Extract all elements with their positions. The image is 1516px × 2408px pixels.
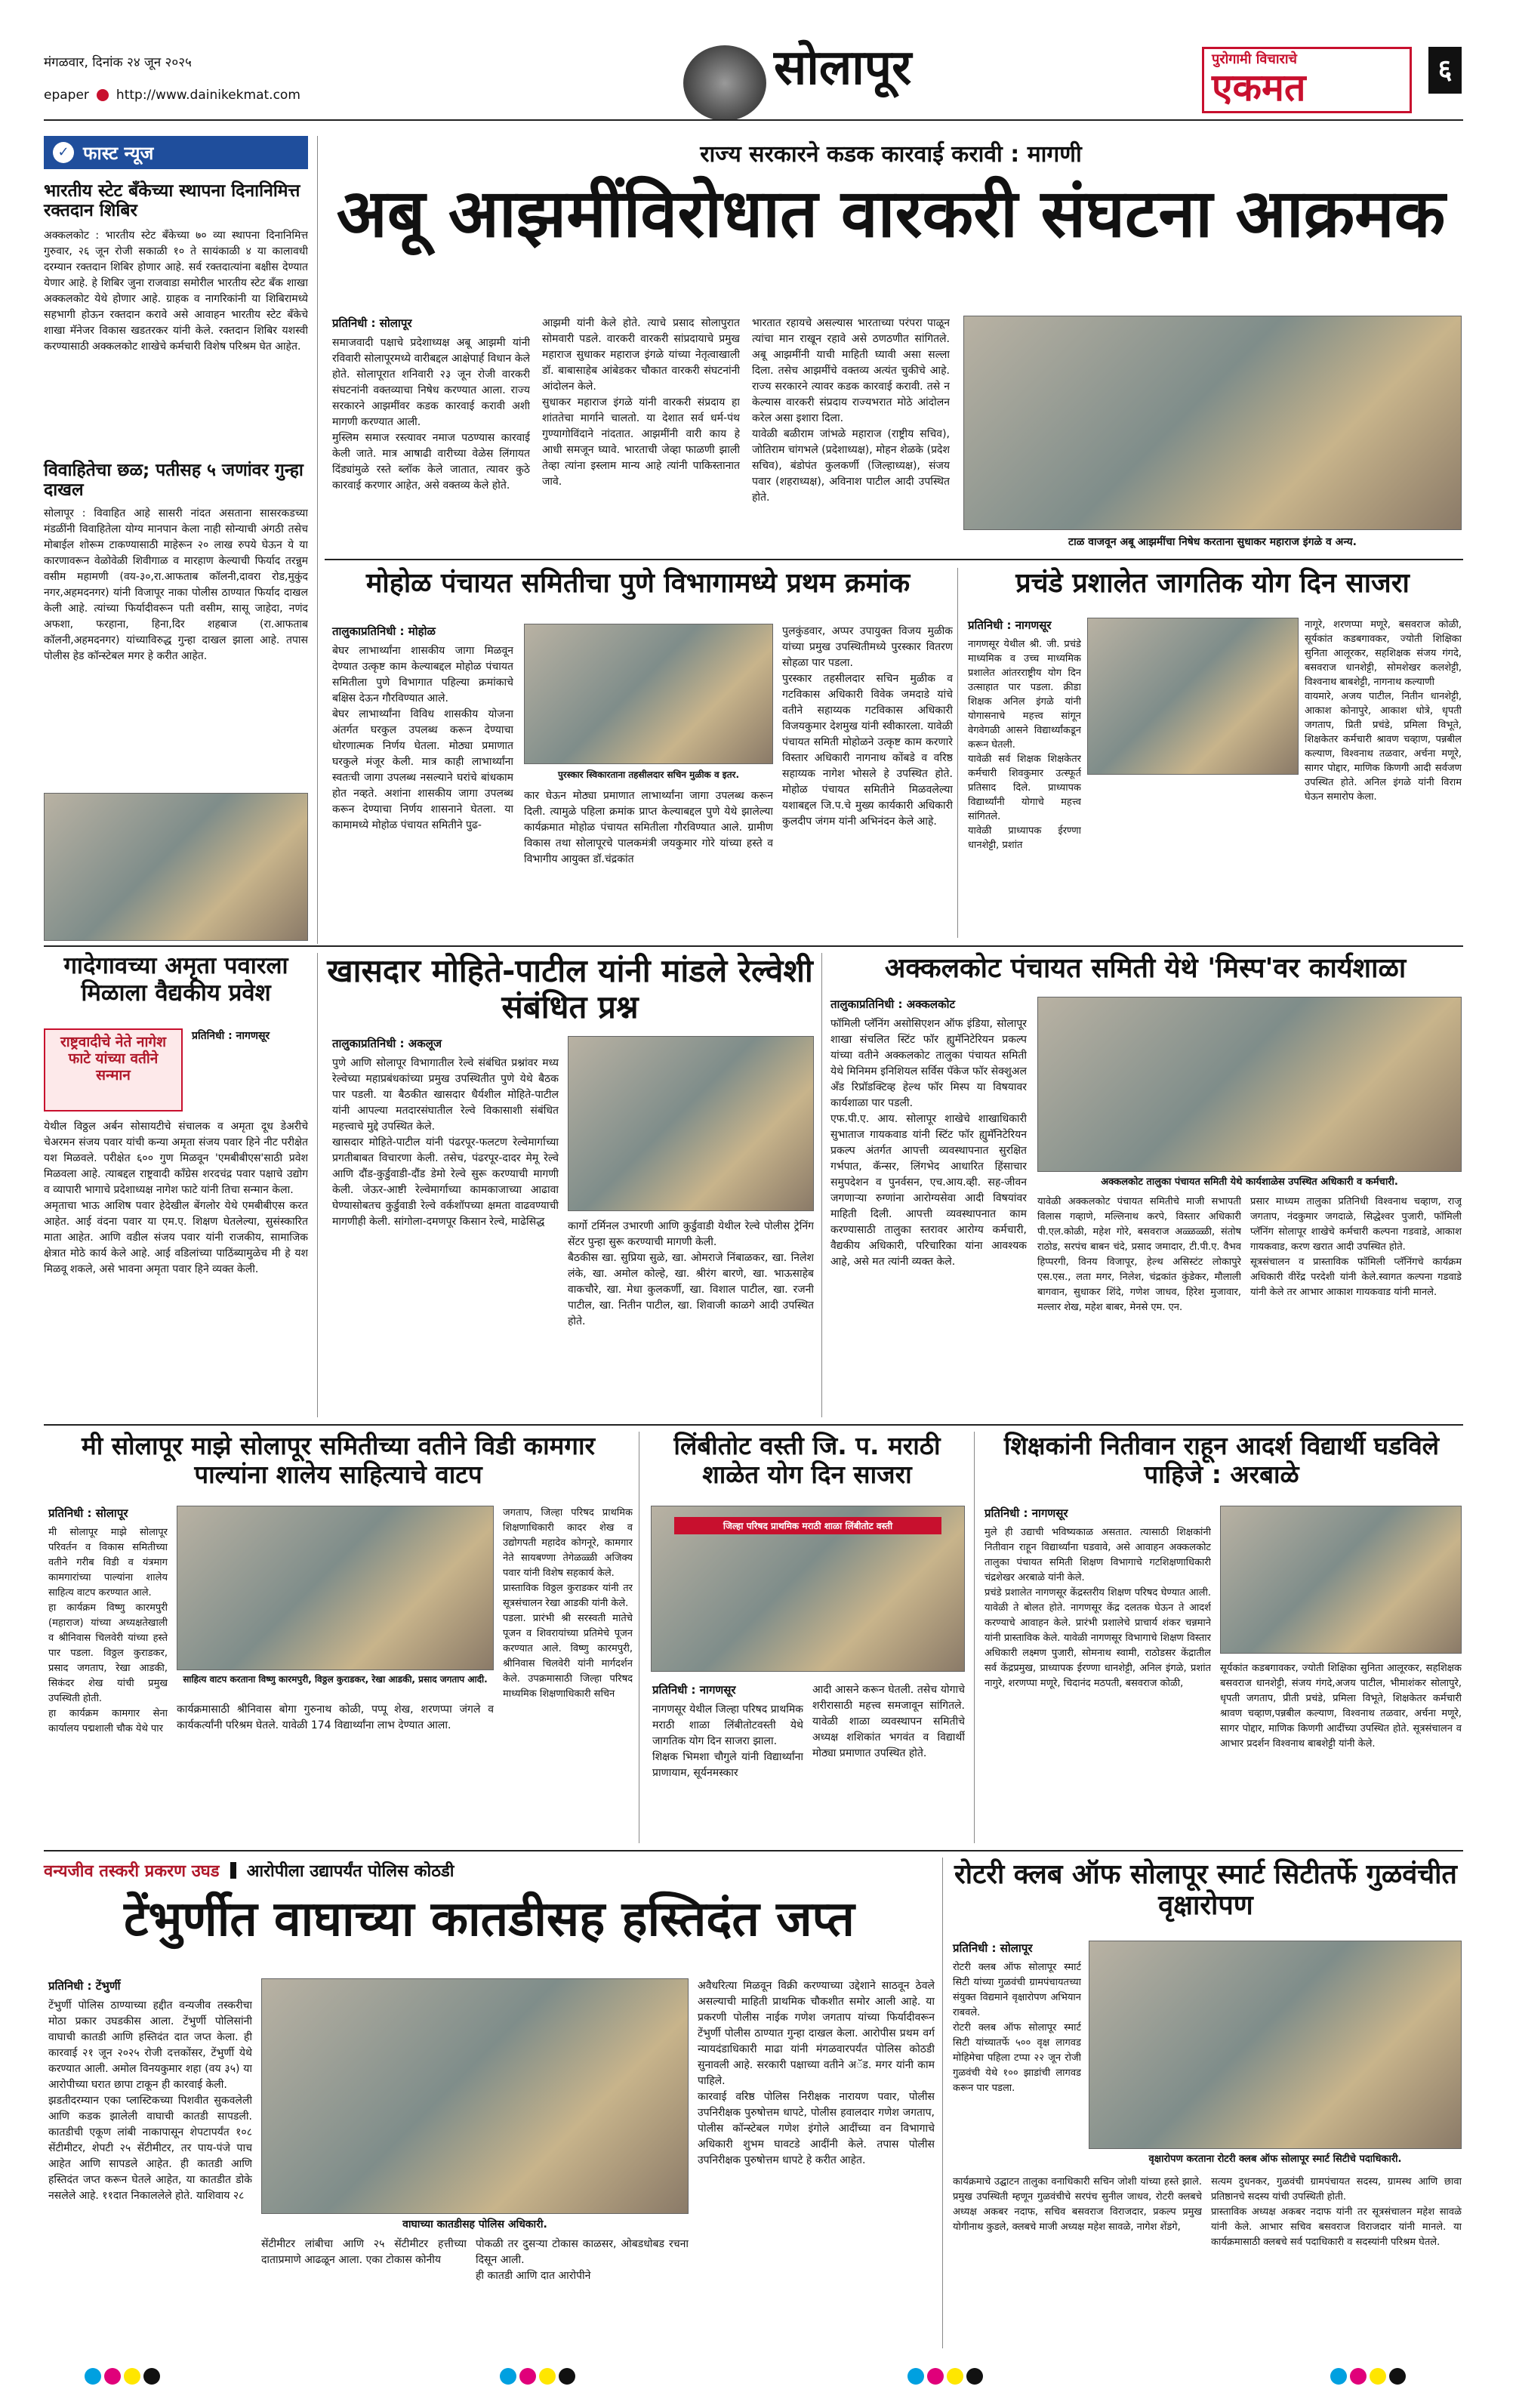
fast-news-item1-body: अक्कलकोट : भारतीय स्टेट बँकेच्या ७० व्या स्थापना दिनानिमित्त गुरुवार, २६ जून रोजी सकाळी १० ते सायंकाळी ४ या कालावधी दरम्यान रक्तदान शिबिर होणार आहे. सर्व रक्तदात्यांना बक्षीस देण्यात येणार आहे. हे शिबिर जुना राजवाडा समोरील भारतीय स्टेट बँक शाखा अक्कलकोट येथे होणार आहे. ग्राहक व नागरिकांनी या शिबिरामध्ये सहभागी होऊन रक्तदान करावे असे आवाहन भारतीय स्टेट बँकेचे शाखा मॅनेजर विकास खडतरकर यांनी केले. रक्तदान शिबिर यशस्वी करण्यासाठी अक्कलकोट शाखेचे कर्मचारी विशेष परिश्रम घेत आहेत. bbox=[44, 230, 308, 353]
amruta-box bbox=[44, 1028, 183, 1112]
lead-col1: समाजवादी पक्षाचे प्रदेशाध्यक्ष अबू आझमी यांनी रविवारी सोलापूरमध्ये वारीबद्दल आक्षेपार्ह विधान केले होते. सोलापूरात शनिवारी २३ जून रोजी वारकरी संघटनांनी वक्तव्याचा निषेध करण्यात आला. राज्य सरकारने आझमींवर कडक कारवाई करावी अशी मागणी करण्यात आली. मुस्लिम समाज रस्त्यावर नमाज पठण्यास कारवाई केली जाते. मात्र आषाढी वारीच्या वेळेस लिंगायत दिंड्यांमुळे रस्ते ब्लॉक केले जातात, त्यावर कुठे कारवाई करणार आहेत, असे वक्तव्य केले होते. bbox=[332, 337, 530, 492]
issue-date: मंगळवार, दिनांक २४ जून २०२५ bbox=[44, 55, 192, 70]
tembhurni-byline: प्रतिनिधी : टेंभुर्णी bbox=[48, 1979, 121, 1993]
limbitot-school-banner: जिल्हा परिषद प्राथमिक मराठी शाळा लिंबीतोट वस्ती bbox=[674, 1517, 941, 1534]
ganesha-icon bbox=[683, 45, 766, 121]
arbale-photo bbox=[1220, 1506, 1462, 1654]
registration-marks-center-left bbox=[498, 2368, 577, 2388]
reg-dot-yellow bbox=[539, 2368, 556, 2385]
fast-news-item2-headline: विवाहितेचा छळ; पतीसह ५ जणांवर गुन्हा दाखल bbox=[44, 461, 304, 501]
mohol-col3: पुलकुंडवार, अप्पर उपायुक्त विजय मुळीक यांच्या प्रमुख उपस्थितीमध्ये पुरस्कार वितरण सोहळा पार पडला. पुरस्कार तहसीलदार सचिन मुळीक व गटविकास अधिकारी विवेक जमदाडे यांचे वतीने सहाय्यक गटविकास अधिकारी विजयकुमार देशमुख यांनी स्वीकारला. यावेळी पंचायत समिती मोहोळने उत्कृष्ट काम करणारे विस्तार अधिकारी नागनाथ कोंबडे व वरिष्ठ सहाय्यक नागेश भोसले हे उपस्थित होते. मोहोळ पंचायत समितीने मिळवलेल्या यशाबद्दल जि.प.चे मुख्य कार्यकारी अधिकारी कुलदीप जंगम यांनी अभिनंदन केले आहे. bbox=[782, 625, 953, 828]
limbitot-col1: नागणसूर येथील जिल्हा परिषद प्राथमिक मराठी शाळा लिंबीतोटवस्ती येथे जागतिक योग दिन साजरा झाला. शिक्षक भिमशा चौगुले यांनी विद्यार्थ्यांना प्राणायाम, सूर्यनमस्कार bbox=[652, 1703, 803, 1779]
city-name: सोलापूर bbox=[774, 40, 912, 96]
mohol-byline: तालुकाप्रतिनिधी : मोहोळ bbox=[332, 624, 436, 638]
akkalkot-headline: अक्कलकोट पंचायत समिती येथे 'मिस्प'वर कार्यशाळा bbox=[884, 953, 1407, 984]
limbitot-headline: लिंबीतोट वस्ती जि. प. मराठी शाळेत योग दिन साजरा bbox=[673, 1431, 941, 1489]
masthead bbox=[0, 0, 1516, 128]
fast-news-item2-body: सोलापूर : विवाहित आहे सासरी नांदत असताना सासरकडच्या मंडळींनी विवाहितेला योग्य मानपान केला नाही सोन्याची अंगठी तसेच मोबाईल शोरूम टाकण्यासाठी माहेरून २० लाख रुपये घेऊन ये या कारणावरून वेळोवेळी शिवीगाळ व मारहाण केल्याची फिर्याद तरन्नुम वसीम महामणी (वय-३०,रा.आफताब कॉलनी,दावरा रोड,मुकुंद नगर,अहमदनगर) यांनी विजापूर नाका पोलीस ठाण्यात फिर्याद दाखल केली आहे. त्यांच्या फिर्यादीवरून पती वसीम, सासू जाहेदा, नणंद अफशा, फरहाना, हिना,दिर शहबाज (रा.आफताब कॉलनी,अहमदनगर) यांच्याविरुद्ध गुन्हा दाखल झाला आहे. तपास पोलीस हेड कॉन्स्टेबल मगर हे करीत आहेत. bbox=[44, 507, 308, 662]
tembhurni-col1: टेंभुर्णी पोलिस ठाण्याच्या हद्दीत वन्यजीव तस्करीचा मोठा प्रकार उघडकीस आला. टेंभुर्णी पोलिसांनी वाघाची कातडी आणि हस्तिदंत दात जप्त केला. ही कारवाई २१ जून २०२५ रोजी दत्तकोंसर, टेंभुर्णी येथे करण्यात आली. अमोल विनयकुमार शहा (वय ३५) या आरोपीच्या घरात छापा टाकून ही कारवाई केली. झडतीदरम्यान एका प्लास्टिकच्या पिशवीत सुकवलेली आणि कडक झालेली वाघाची कातडी सापडली. कातडीची एकूण लांबी नाकापासून शेपटापर्यंत १०८ सेंटीमीटर, शेपटी २५ सेंटीमीटर, तर पाय-पंजे पाच आहेत आणि सापडले आहेत. ही कातडी आणि हस्तिदंत जप्त करून घेतले आहेत, या कातडीत डोके नसलेले आहे. ११दात निकाललेले होते. याशिवाय २८ bbox=[48, 1999, 252, 2202]
mohol-caption: पुरस्कार स्विकारताना तहसीलदार सचिन मुळीक व इतर. bbox=[557, 769, 740, 780]
tembhurni-kicker-primary: वन्यजीव तस्करी प्रकरण उघड bbox=[44, 1862, 220, 1881]
arbale-headline: शिक्षकांनी नितीवान राहून आदर्श विद्यार्थी घडविले पाहिजे : अरबाळे bbox=[1003, 1431, 1440, 1489]
registration-marks-center-right bbox=[906, 2368, 984, 2388]
reg-dot-cyan bbox=[907, 2368, 924, 2385]
mohol-col1: बेघर लाभार्थ्यांना शासकीय जागा मिळवून देण्यात उत्कृष्ट काम केल्याबद्दल मोहोळ पंचायत समितीला पुणे विभागात पहिल्या क्रमांकाचे बक्षिस देऊन गौरविण्यात आले. बेघर लाभार्थ्यांना विविध शासकीय योजना अंतर्गत घरकुल उपलब्ध करून देण्याचा धोरणात्मक निर्णय घेतला. मोठ्या प्रमाणात घरकुले मंजूर केली. मात्र काही लाभार्थ्यांना स्वतःची जागा उपलब्ध नसल्याने घरांचे बांधकाम होत नव्हते. अशांना शासकीय जागा उपलब्ध करून देण्याचा निर्णय शासनाने घेतला. या कामामध्ये मोहोळ पंचायत समितीने पुढ- bbox=[332, 645, 513, 831]
akkalkot-col2: यावेळी अक्कलकोट पंचायत समितीचे माजी सभापती विलास गव्हाणे, मल्लिनाथ करपे, विस्तार अधिकारी पी.एल.कोळी, महेश गोरे, बसवराज अळ्ळळ्ळी, संतोष राठोड, सरपंच बाबन चंदे, प्रसाद जमादार, टी.पी.ए. वैभव हिप्परगी, विनय विजापूर, हेल्थ असिस्टंट लोकापुरे एस.एस., लता मगर, निलेश, चंद्रकांत कुंडेकर, मौलाली बागवान, सुधाकर शिंदे, गणेश जाधव, हिरेश मुजावार, मल्लार शेख, महेश बाबर, मेनसे एम. एन. bbox=[1037, 1196, 1241, 1313]
tembhurni-divider bbox=[942, 1858, 943, 2348]
akkalkot-photo bbox=[1037, 997, 1462, 1172]
amruta-body: येथील विठ्ठल अर्बन सोसायटीचे संचालक व अमृता दूध डेअरीचे चेअरमन संजय पवार यांची कन्या अमृता संजय पवार हिने नीट परीक्षेत यश मिळवले. परीक्षेत ६०० गुण मिळवून 'एमबीबीएस'साठी प्रवेश मिळवला आहे. त्याबद्दल राष्ट्रवादी काँग्रेस शरदचंद्र पवार पक्षाचे उद्योग व व्यापारी भागाचे प्रदेशाध्यक्ष नागेश फाटे यांनी तिचा सन्मान केला. अमृताचा भाऊ आशिष पवार हेदेखील बेंगलोर येथे एमबीबीएस करत आहेत. आई वंदना पवार या एम.ए. शिक्षण घेतलेल्या, सुसंस्कारित माता आहेत. आणि वडील संजय पवार यांनी राजकीय, सामाजिक क्षेत्रात मोठे कार्य केले आहे. आई वडिलांच्या पाठिंब्यामुळेच मी हे यश मिळवू शकले, असे भावना अमृता पवार हिने व्यक्त केली. bbox=[44, 1121, 308, 1275]
mohite-headline: खासदार मोहिते-पाटील यांनी मांडले रेल्वेशी संबंधित प्रश्न bbox=[327, 952, 813, 1026]
fast-news-header bbox=[44, 136, 308, 169]
reg-dot-black bbox=[966, 2368, 983, 2385]
akkalkot-col1: फॉमिली प्लॅनिंग असोसिएशन ऑफ इंडिया, सोलापूर शाखा संचलित स्टिंट फॉर ह्युमॅनिटेरियन प्रकल्प यांच्या वतीने अक्कलकोट तालुका पंचायत समिती येथे मिनिमम इनिशियल सर्विस पॅकेज फॉर सेक्शुअल अँड रिप्रॉडक्टिव्ह हेल्थ फॉर मिस्प या विषयावर कार्यशाळा पार पडली. एफ.पी.ए. आय. सोलापूर शाखेचे शाखाधिकारी सुभाताज गायकवाड यांनी स्टिंट फॉर ह्युमॅनिटेरियन प्रकल्प अंतर्गत आपत्ती व्यवस्थापनात सुरक्षित गर्भपात, कॅन्सर, लिंगभेद आधारित हिंसाचार समुपदेशन व पुनर्वसन, एच.आय.व्ही. सह-जीवन जगणाऱ्या रुग्णांना आरोग्यसेवा आदी विषयांवर माहिती दिली. आपत्ती व्यवस्थापनात काम करण्यासाठी तालुका स्तरावर आरोग्य कर्मचारी, वैद्यकीय अधिकारी, परिचारिका यांना आवश्यक आहे, असे मत त्यांनी व्यक्त केले. bbox=[830, 1018, 1027, 1268]
mohol-col2: कार घेऊन मोठ्या प्रमाणात लाभार्थ्यांना जागा उपलब्ध करून दिली. त्यामुळे पहिला क्रमांक प्राप्त केल्याबद्दल पुणे येथे झालेल्या कार्यक्रमात मोहोळ पंचायत समितीला गौरविण्यात आले. ग्रामीण विकास तथा सोलापूरचे पालकमंत्री जयकुमार गोरे यांच्या हस्ते व विभागीय आयुक्त डॉ.चंद्रकांत bbox=[524, 790, 773, 865]
lead-byline: प्रतिनिधी : सोलापूर bbox=[332, 316, 412, 330]
row2-rule bbox=[44, 945, 1463, 947]
mohol-yoga-divider bbox=[957, 568, 958, 938]
mohol-photo bbox=[524, 624, 773, 764]
registration-marks-left bbox=[83, 2368, 162, 2388]
lead-photo bbox=[963, 316, 1462, 530]
yoga-byline: प्रतिनिधी : नागणसूर bbox=[968, 618, 1052, 632]
rotary-photo bbox=[1089, 1941, 1462, 2149]
reg-dot-yellow bbox=[1370, 2368, 1386, 2385]
registration-marks-right bbox=[1329, 2368, 1407, 2388]
lead-rule bbox=[325, 559, 1463, 560]
brand-name: एकमत bbox=[1212, 66, 1306, 109]
tembhurni-col3: पोकळी तर दुसऱ्या टोकास काळसर, ओबडधोबड रचना दिसून आली. ही कातडी आणि दात आरोपीने bbox=[476, 2238, 689, 2282]
page-number: ६ bbox=[1428, 47, 1462, 94]
mohite-col2: कार्गो टर्मिनल उभारणी आणि कुर्डुवाडी येथील रेल्वे पोलीस ट्रेनिंग सेंटर पुन्हा सुरू करण्याची मागणी केली. बैठकीस खा. सुप्रिया सुळे, खा. ओमराजे निंबाळकर, खा. निलेश लंके, खा. अमोल कोल्हे, खा. श्रीरंग बारणे, खा. भाऊसाहेब वाकचौरे, खा. मेधा कुलकर्णी, खा. विशाल पाटील, खा. रजनी पाटील, खा. नितीन पाटील, खा. शिवाजी काळगे आदी उपस्थित होते. bbox=[568, 1220, 814, 1327]
yoga-photo bbox=[1087, 618, 1299, 775]
vidi-col2: जगताप, जिल्हा परिषद प्राथमिक शिक्षणाधिकारी कादर शेख व उद्योगपती महादेव कोगनूरे, कामगार नेते सायबण्णा तेगेळळ्ळी अजिक्य पवार यांनी विशेष सहकार्य केले. प्रास्ताविक विठ्ठल कुराडकर यांनी तर सूत्रसंचालन रेखा आडकी यांनी केले. पडला. प्रारंभी श्री सरस्वती मातेचे पूजन व शिवरायांच्या प्रतिमेचे पूजन करण्यात आले. विष्णु कारमपुरी, श्रीनिवास चिलवेरी यांनी मार्गदर्शन केले. उपक्रमासाठी जिल्हा परिषद माध्यमिक शिक्षणाधिकारी सचिन bbox=[503, 1507, 633, 1700]
lead-col3: भारतात रहायचे असल्यास भारताच्या परंपरा पाळून त्यांचा मान राखून रहावे असे ठणठणीत सांगितले. अबू आझमींनी याची माहिती घ्यावी असा सल्ला दिला. तसेच आझमींचे वक्तव्य अत्यंत चुकीचे आहे. राज्य सरकारने त्यावर कडक कारवाई करावी. तसे न केल्यास वारकरी संप्रदाय राज्यभरात मोठे आंदोलन करेल असा इशारा दिला. यावेळी बळीराम जांभळे महाराज (राष्ट्रीय सचिव), जोतिराम चांगभले (प्रदेशाध्यक्ष), मोहन शेळके (प्रदेश सचिव), बंडोपंत कुलकर्णी (जिल्हाध्यक्ष), संजय पवार (शहराध्यक्ष), अविनाश पाटील आदी उपस्थित होते. bbox=[752, 317, 950, 504]
reg-dot-yellow bbox=[947, 2368, 963, 2385]
epaper-label: epaper bbox=[44, 88, 89, 103]
reg-dot-cyan bbox=[85, 2368, 101, 2385]
mohol-headline: मोहोळ पंचायत समितीचा पुणे विभागामध्ये प्रथम क्रमांक bbox=[365, 568, 911, 599]
vidi-photo bbox=[177, 1506, 494, 1670]
yoga-headline: प्रचंडे प्रशालेत जागतिक योग दिन साजरा bbox=[1015, 568, 1410, 599]
reg-dot-black bbox=[1389, 2368, 1406, 2385]
lead-kicker: राज्य सरकारने कडक कारवाई करावी : मागणी bbox=[700, 141, 1082, 168]
limbitot-byline: प्रतिनिधी : नागणसूर bbox=[652, 1683, 736, 1697]
vidi-byline: प्रतिनिधी : सोलापूर bbox=[48, 1506, 128, 1520]
vidi-headline: मी सोलापूर माझे सोलापूर समितीच्या वतीने विडी कामगार पाल्यांना शालेय साहित्याचे वाटप bbox=[81, 1431, 596, 1489]
arbale-col1: मुले ही उद्याची भविष्यकाळ असतात. त्यासाठी शिक्षकांनी नितीवान राहून विद्यार्थ्यांना घडवावे, असे आवाहन अक्कलकोट तालुका पंचायत समिती शिक्षण विभागाचे गटशिक्षणाधिकारी चंद्रशेखर अरबाळे यांनी केले. प्रचंडे प्रशालेत नागणसूर केंद्रस्तरीय शिक्षण परिषद घेण्यात आली. यावेळी ते बोलत होते. नागणसूर केंद्र दलतक घेऊन ते आदर्श करण्याचे आवाहन केले. प्रारंभी प्रशालेचे प्राचार्य शंकर चन्नमाने यांनी प्रास्ताविक केले. यावेळी नागणसूर विभागाचे शिक्षण विस्तार अधिकारी लक्ष्मण पुजारी, सोमनाथ स्वामी, राठोडसर केंद्रातील सर्व केंद्रप्रमुख, प्राध्यापक ईरण्णा धानशेट्टी, अनिल इंगळे, प्रशांत नागुरे, शरणप्पा मणूरे, चिदानंद मठपती, बसवराज कोळी, bbox=[984, 1527, 1211, 1689]
reg-dot-yellow bbox=[124, 2368, 140, 2385]
limbitot-divider bbox=[974, 1432, 975, 1843]
yoga-col1: नागणसूर येथील श्री. जी. प्रचंडे माध्यमिक व उच्च माध्यमिक प्रशालेत आंतरराष्ट्रीय योग दिन उत्साहात पार पडला. क्रीडा शिक्षक अनिल इंगळे यांनी योगासनाचे महत्त्व सांगून वेगवेगळी आसने विद्यार्थ्यांकडून करून घेतली. यावेळी सर्व शिक्षक शिक्षकेतर कर्मचारी शिवकुमार उत्स्फूर्त प्रतिसाद दिले. प्राध्यापक विद्यार्थ्यांनी योगाचे महत्त्व सांगितले. यावेळी प्राध्यापक ईरण्णा धानशेट्टी, प्रशांत bbox=[968, 639, 1081, 851]
reg-dot-cyan bbox=[1330, 2368, 1347, 2385]
fast-news-title: फास्ट न्यूज bbox=[83, 142, 154, 164]
reg-dot-magenta bbox=[519, 2368, 536, 2385]
amruta-divider bbox=[317, 953, 318, 1417]
vidi-col3: कार्यक्रमासाठी श्रीनिवास बोगा गुरुनाथ कोळी, पप्पू शेख, शरणप्पा जंगले व कार्यकर्त्यांनी परिश्रम घेतले. यावेळी 174 विद्यार्थ्यांना लाभ देण्यात आला. bbox=[177, 1703, 494, 1731]
rotary-byline: प्रतिनिधी : सोलापूर bbox=[953, 1941, 1033, 1955]
mohite-photo bbox=[568, 1036, 814, 1211]
masthead-rule bbox=[44, 119, 1463, 121]
fast-news-item1-headline: भारतीय स्टेट बँकेच्या स्थापना दिनानिमित्त रक्तदान शिबिर bbox=[44, 181, 300, 221]
amruta-box-text: राष्ट्रवादीचे नेते नागेश फाटे यांच्या वतीने सन्मान bbox=[60, 1034, 167, 1084]
fast-news-column bbox=[44, 136, 308, 944]
tembhurni-caption: वाघाच्या कातडीसह पोलिस अधिकारी. bbox=[402, 2218, 547, 2231]
vidi-col1: मी सोलापूर माझे सोलापूर परिवर्तन व विकास समितीच्या वतीने गरीब विडी व यंत्रमाग कामगारांच्या पाल्यांना शालेय साहित्य वाटप करण्यात आले. हा कार्यक्रम विष्णु कारमपुरी (महाराज) यांच्या अध्यक्षतेखाली व श्रीनिवास चिलवेरी यांच्या हस्ते पार पडला. विठ्ठल कुराडकर, प्रसाद जगताप, रेखा आडकी, सिकंदर शेख यांची प्रमुख उपस्थिती होती. हा कार्यक्रम कामगार सेना कार्यालय पद्मशाली चौक येथे पार bbox=[48, 1527, 168, 1734]
yoga-col2: नागूरे, शरणप्पा मणूरे, बसवराज कोळी, सूर्यकांत कडबगावकर, ज्योती शिक्षिका सुनिता आलूरकर, सहशिक्षक संजय गंगदे, बसवराज धानशेट्टी, सोमशेखर कलशेट्टी, विश्वनाथ बाबशेट्टी, नागनाथ कल्याणी वायमारे, अजय पाटील, नितीन धानशेट्टी, आकाश कोनापुरे, आकाश धोत्रे, धृपती जगताप, प्रिती प्रचंडे, प्रमिला विभूते, शिक्षकेतर कर्मचारी श्रावण चव्हाण, पन्नबील कल्याण, विश्वनाथ तळवार, अर्चना मणूरे, सागर पोद्दार, माणिक किणगी आदी सर्वजण उपस्थित होते. अनिल इंगळे यांनी विराम घेऊन समारोप केला. bbox=[1305, 619, 1462, 803]
row4-rule bbox=[44, 1850, 1463, 1851]
arbale-col2: सूर्यकांत कडबगावकर, ज्योती शिक्षिका सुनिता आलूरकर, सहशिक्षक बसवराज धानशेट्टी, संजय गंगदे,अजय पाटील, भीमाशंकर सोलापुरे, धृपती जगताप, प्रीती प्रचंडे, प्रमिला विभूते, शिक्षकेतर कर्मचारी श्रावण चव्हाण,पन्नबील कल्याण, विश्वनाथ तळवार, अर्चना मणूरे, सागर पोद्दार, माणिक किणगी आदींच्या उपस्थित होते. सूत्रसंचालन व आभार प्रदर्शन विश्वनाथ बाबशेट्टी यांनी केले. bbox=[1220, 1663, 1462, 1750]
akkalkot-col3: प्रसार माध्यम तालुका प्रतिनिधी विश्वनाथ चव्हाण, राजू जगताप, नंदकुमार जगदाळे, सिद्धेश्वर पुजारी, फॉमिली प्लॅनिंग सोलापूर शाखेचे कर्मचारी कल्पना गडवाडे, आकाश गायकवाड, करण खरात आदी उपस्थित होते. सूत्रसंचालन व प्रास्ताविक फॉमिली प्लॅनिंगचे कार्यक्रम अधिकारी वीरेंद्र परदेशी यांनी केले.स्वागत कल्पना गडवाडे यांनी केले तर आभार आकाश गायकवाड यांनी मानले. bbox=[1250, 1196, 1462, 1298]
limbitot-col2: आदी आसने करून घेतली. तसेच योगाचे शरीरासाठी महत्त्व समजावून सांगितले. यावेळी शाळा व्यवस्थापन समितीचे अध्यक्ष शशिकांत भगवंत व विद्यार्थी मोठ्या प्रमाणात उपस्थित होते. bbox=[812, 1684, 965, 1759]
tembhurni-kicker-secondary: आरोपीला उद्यापर्यंत पोलिस कोठडी bbox=[246, 1862, 454, 1881]
reg-dot-cyan bbox=[500, 2368, 516, 2385]
lightning-icon: ✓ bbox=[53, 142, 74, 163]
tembhurni-headline: टेंभुर्णीत वाघाच्या कातडीसह हस्तिदंत जप्त bbox=[124, 1892, 855, 1947]
tembhurni-kicker bbox=[44, 1859, 454, 1882]
reg-dot-black bbox=[143, 2368, 160, 2385]
limbitot-photo bbox=[651, 1506, 965, 1672]
tembhurni-col2: सेंटीमीटर लांबीचा आणि २५ सेंटीमीटर हत्तीच्या दाताप्रमाणे आढळून आला. एका टोकास कोनीय bbox=[261, 2238, 467, 2266]
epaper-row bbox=[44, 88, 300, 103]
rotary-caption: वृक्षारोपण करताना रोटरी क्लब ऑफ सोलापूर स्मार्ट सिटीचे पदाधिकारी. bbox=[1148, 2154, 1402, 2165]
reg-dot-magenta bbox=[927, 2368, 944, 2385]
arbale-byline: प्रतिनिधी : नागणसूर bbox=[984, 1506, 1068, 1520]
brand-tagline: पुरोगामी विचाराचे bbox=[1212, 51, 1297, 67]
left-column-divider bbox=[317, 136, 318, 944]
rotary-col3: सत्यम दुधनकर, गुळवंची ग्रामपंचायत सदस्य, ग्रामस्थ आणि छावा प्रतिष्ठानचे सदस्य यांची उपस्थिती होती. प्रास्ताविक अध्यक्ष अकबर नदाफ यांनी तर सूत्रसंचालन महेश सावळे यांनी केले. आभार सचिव बसवराज विराजदार यांनी मानले. या कार्यक्रमासाठी क्लबचे सर्व पदाधिकारी व सदस्यांनी परिश्रम घेतले. bbox=[1211, 2176, 1462, 2248]
lead-headline: अबू आझमींविरोधात वारकरी संघटना आक्रमक bbox=[336, 174, 1446, 252]
amruta-byline: प्रतिनिधी : नागणसूर bbox=[192, 1030, 270, 1042]
tembhurni-col4: अवैधरित्या मिळवून विक्री करण्याच्या उद्देशाने साठवून ठेवले असल्याची माहिती प्राथमिक चौकशीत समोर आली आहे. या प्रकरणी पोलीस नाईक गणेश जगताप यांच्या फिर्यादीवरून टेंभुर्णी पोलीस ठाण्यात गुन्हा दाखल केला. आरोपीस प्रथम वर्ग न्यायदंडाधिकारी माढा यांनी मंगळवारपर्यंत पोलिस कोठडी सुनावली आहे. सरकारी पक्षाच्या वतीने अॅड. मगर यांनी काम पाहिले. कारवाई वरिष्ठ पोलिस निरीक्षक नारायण पवार, पोलीस उपनिरीक्षक पुरुषोत्तम धापटे, पोलीस हवालदार गणेश जगताप, पोलीस कॉन्स्टेबल गणेश इंगोले आदींच्या वन विभागाचे अधिकारी शुभम घावटडे आदींनी केले. तपास पोलीस उपनिरीक्षक पुरुषोत्तम धापटे हे करीत आहेत. bbox=[698, 1980, 935, 2166]
lead-col2: आझमी यांनी केले होते. त्याचे प्रसाद सोलापुरात सोमवारी पडले. वारकरी वारकरी सांप्रदायाचे प्रमुख महाराज सुधाकर महाराज इंगळे यांच्या नेतृत्वाखाली डॉ. बाबासाहेब आंबेडकर चौकात वारकरी संघटनांनी आंदोलन केले. सुधाकर महाराज इंगळे यांनी वारकरी संप्रदाय हा शांततेचा मार्गाने चालतो. या देशात सर्व धर्म-पंथ गुण्यागोविंदाने नांदतात. आझमींनी वारी काय हे आधी समजून घ्यावे. भारताची जेव्हा फाळणी झाली तेव्हा त्यांना इस्लाम मान्य आहे त्यांनी पाकिस्तानात जावे. bbox=[542, 317, 740, 488]
kicker-separator-icon bbox=[230, 1862, 236, 1879]
rotary-headline: रोटरी क्लब ऑफ सोलापूर स्मार्ट सिटीतर्फे गुळवंचीत वृक्षारोपण bbox=[954, 1859, 1457, 1922]
epaper-icon bbox=[97, 89, 109, 101]
akkalkot-caption: अक्कलकोट तालुका पंचायत समिती येथे कार्यशाळेस उपस्थित अधिकारी व कर्मचारी. bbox=[1101, 1176, 1398, 1188]
rotary-col2: कार्यक्रमाचे उद्घाटन तालुका वनाधिकारी सचिन जोशी यांच्या हस्ते झाले. प्रमुख उपस्थिती म्हणून गुळवंचीचे सरपंच सुनील जाधव, रोटरी क्लबचे अध्यक्ष अकबर नदाफ, सचिव बसवराज विराजदार, प्रकल्प प्रमुख योगीनाथ कुडले, क्लबचे माजी अध्यक्ष महेश सावळे, नागेश शेंडगे, bbox=[953, 2176, 1202, 2233]
akkalkot-byline: तालुकाप्रतिनिधी : अक्कलकोट bbox=[830, 997, 956, 1011]
fast-news-photo bbox=[44, 793, 308, 941]
rotary-col1: रोटरी क्लब ऑफ सोलापूर स्मार्ट सिटी यांच्या गुळवंची ग्रामपंचायतच्या संयुक्त विद्यमाने वृक्षारोपण अभियान राबवले. रोटरी क्लब ऑफ सोलापूर स्मार्ट सिटी यांच्यातर्फे ५०० वृक्ष लागवड मोहिमेचा पहिला टप्पा २२ जून रोजी गुळवंची येथे १०० झाडांची लागवड करून पार पडला. bbox=[953, 1962, 1081, 2094]
reg-dot-magenta bbox=[104, 2368, 121, 2385]
mohite-divider bbox=[821, 953, 822, 1417]
mohite-col1: पुणे आणि सोलापूर विभागातील रेल्वे संबंधित प्रश्नांवर मध्य रेल्वेच्या महाप्रबंधकांच्या प्रमुख उपस्थितीत पुणे येथे बैठक पार पडली. या बैठकीत खासदार धैर्यशील मोहिते-पाटील यांनी आपल्या मतदारसंघातील रेल्वे विकासाशी संबंधित महत्त्वाचे मुद्दे उपस्थित केले. खासदार मोहिते-पाटील यांनी पंढरपूर-फलटण रेल्वेमार्गाच्या प्रगतीबाबत विचारणा केली. तसेच, पंढरपूर-दादर मेमू रेल्वे आणि दौंड-कुर्डुवाडी-दौंड डेमो रेल्वे सुरू करण्याची मागणी केली. जेऊर-आष्टी रेल्वेमार्गाच्या कामकाजाच्या आढावा घेण्यासोबतच कुर्डुवाडी रेल्वे वर्कशॉपच्या क्षमता वाढवण्याची मागणीही केली. सांगोला-दमणपूर किसान रेल्वे, माढेसिद्ध bbox=[332, 1057, 559, 1228]
website-link[interactable]: http://www.dainikekmat.com bbox=[116, 88, 300, 103]
reg-dot-magenta bbox=[1350, 2368, 1367, 2385]
lead-caption: टाळ वाजवून अबू आझमींचा निषेध करताना सुधाकर महाराज इंगळे व अन्य. bbox=[1068, 536, 1357, 548]
reg-dot-black bbox=[559, 2368, 575, 2385]
amruta-headline: गादेगावच्या अमृता पवारला मिळाला वैद्यकीय प्रवेश bbox=[63, 952, 288, 1007]
row3-rule bbox=[44, 1424, 1463, 1426]
tembhurni-photo bbox=[261, 1978, 689, 2214]
vidi-caption: साहित्य वाटप करताना विष्णु कारमपुरी, विठ्ठल कुराडकर, रेखा आडकी, प्रसाद जगताप आदी. bbox=[183, 1674, 488, 1685]
mohite-byline: तालुकाप्रतिनिधी : अकलूज bbox=[332, 1037, 442, 1050]
